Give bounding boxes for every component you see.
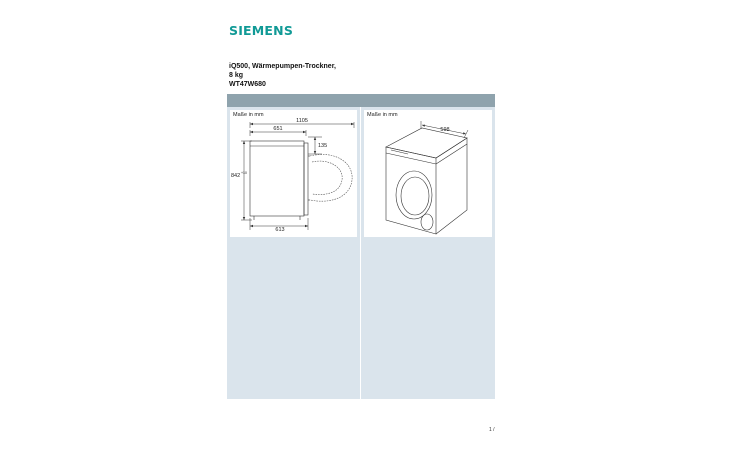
product-model-number: WT47W680 <box>229 81 266 88</box>
panel-divider <box>360 107 361 399</box>
section-header-bar <box>227 94 495 107</box>
dim-height: 842 <box>231 173 241 179</box>
perspective-view-unit-label: Maße in mm <box>367 112 398 118</box>
dim-body-depth: 613 <box>275 227 285 233</box>
product-title-line-2: 8 kg <box>229 72 244 79</box>
side-view-unit-label: Maße in mm <box>233 112 264 118</box>
perspective-view-drawing-card <box>364 110 492 237</box>
perspective-view-drawing <box>364 110 492 237</box>
product-title <box>229 62 336 89</box>
dim-depth-door-closed: 651 <box>273 126 283 132</box>
dim-door-offset: 135 <box>318 143 328 149</box>
side-view-drawing-card <box>230 110 357 237</box>
siemens-logo: SIEMENS <box>229 23 294 38</box>
dim-total-depth: 1105 <box>296 118 308 124</box>
dim-width: 598 <box>440 127 450 133</box>
page-number: 1 / <box>489 427 495 433</box>
dim-height-tolerance: +10 <box>241 171 247 175</box>
side-view-drawing <box>230 110 357 237</box>
product-title-line-1: iQ500, Wärmepumpen-Trockner, <box>229 63 336 70</box>
